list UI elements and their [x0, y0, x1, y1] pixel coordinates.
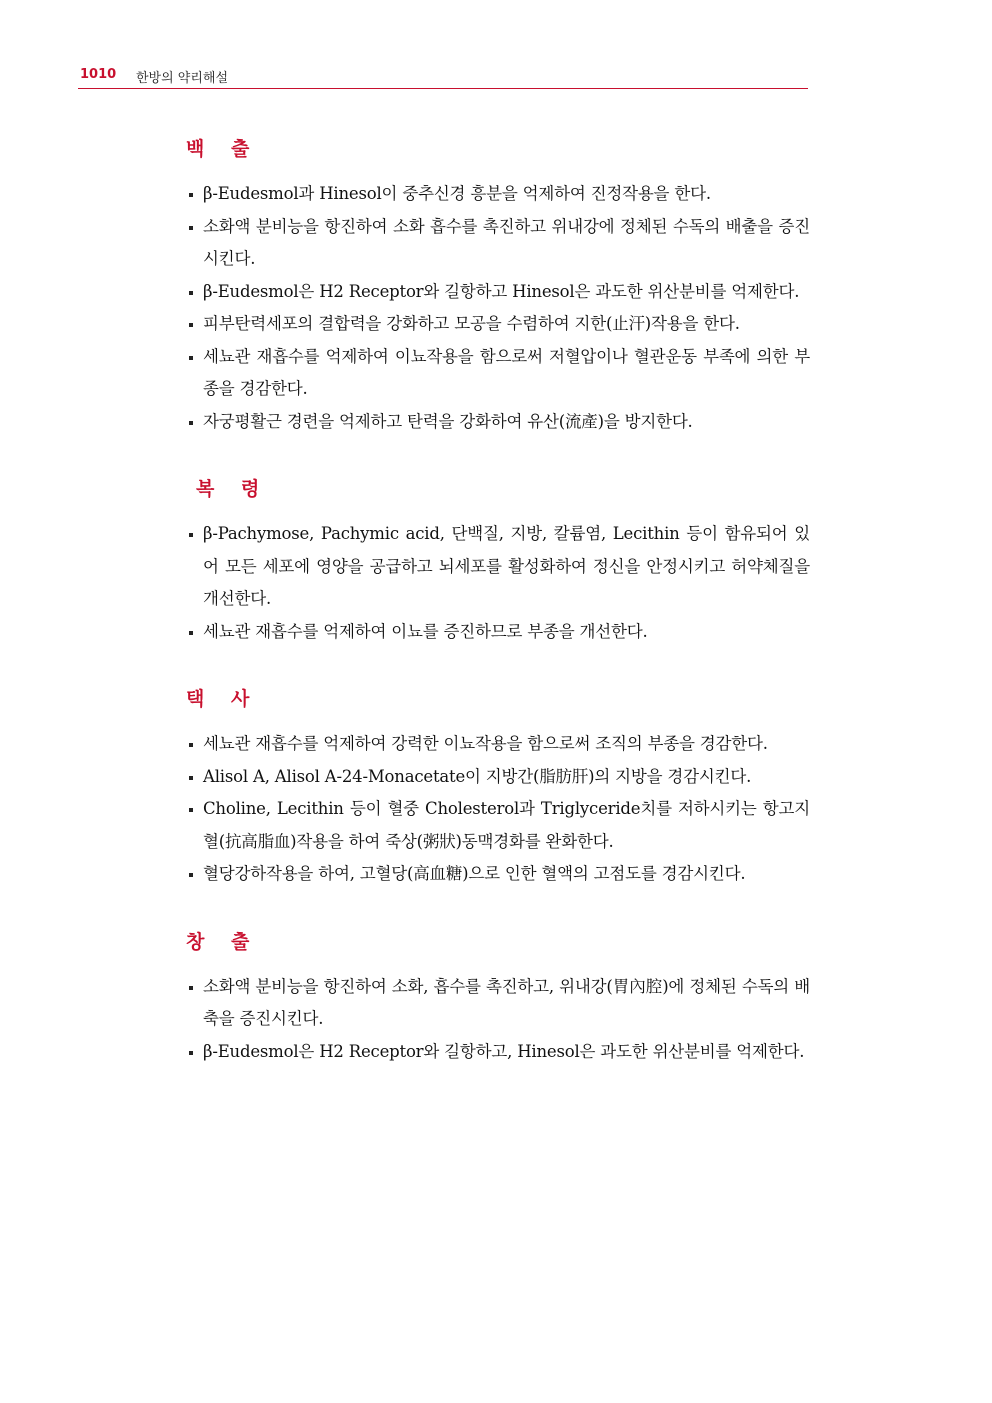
page-header — [78, 64, 808, 89]
section-taeksa — [186, 684, 810, 891]
list-item: Choline, Lecithin 등이 혈중 Cholesterol과 Triglyceride치를 저하시키는 항고지혈(抗高脂血)작용을 하여 죽상(粥狀)동맥경화를 완화한다. — [186, 793, 810, 858]
section-bokryeong — [186, 474, 810, 648]
page-number: 1010 — [80, 67, 117, 82]
list-item: β-Eudesmol은 H2 Receptor와 길항하고 Hinesol은 과도한 위산분비를 억제한다. — [186, 276, 810, 309]
list-item: Alisol A, Alisol A-24-Monacetate이 지방간(脂肪肝)의 지방을 경감시킨다. — [186, 761, 810, 794]
section-title: 택 사 — [186, 688, 260, 710]
section-changchul — [186, 927, 810, 1069]
bullet-list — [186, 728, 810, 891]
bullet-list — [186, 518, 810, 648]
section-title: 창 출 — [186, 930, 260, 953]
list-item: 소화액 분비능을 항진하여 소화 흡수를 촉진하고 위내강에 정체된 수독의 배출을 증진시킨다. — [186, 211, 810, 276]
list-item: 자궁평활근 경련을 억제하고 탄력을 강화하여 유산(流產)을 방지한다. — [186, 406, 810, 439]
list-item: β-Eudesmol은 H2 Receptor와 길항하고, Hinesol은 과도한 위산분비를 억제한다. — [186, 1036, 810, 1069]
book-title: 한방의 약리해설 — [136, 71, 229, 86]
section-baekchul — [186, 134, 810, 438]
list-item: 세뇨관 재흡수를 억제하여 이뇨를 증진하므로 부종을 개선한다. — [186, 616, 810, 649]
section-title: 복 령 — [196, 478, 270, 500]
bullet-list — [186, 971, 810, 1069]
page-content — [186, 134, 810, 1104]
list-item: 피부탄력세포의 결합력을 강화하고 모공을 수렴하여 지한(止汗)작용을 한다. — [186, 308, 810, 341]
bullet-list — [186, 178, 810, 438]
list-item: β-Eudesmol과 Hinesol이 중추신경 흥분을 억제하여 진정작용을 한다. — [186, 178, 810, 211]
list-item: 세뇨관 재흡수를 억제하여 이뇨작용을 함으로써 저혈압이나 혈관운동 부족에 의한 부종을 경감한다. — [186, 341, 810, 406]
list-item: β-Pachymose, Pachymic acid, 단백질, 지방, 칼륨염, Lecithin 등이 함유되어 있어 모든 세포에 영양을 공급하고 뇌세포를 활성화하여 정신을 안정시키고 허약체질을 개선한다. — [186, 518, 810, 616]
list-item: 세뇨관 재흡수를 억제하여 강력한 이뇨작용을 함으로써 조직의 부종을 경감한다. — [186, 728, 810, 761]
section-title: 백 출 — [186, 138, 260, 160]
list-item: 혈당강하작용을 하여, 고혈당(高血糖)으로 인한 혈액의 고점도를 경감시킨다. — [186, 858, 810, 891]
list-item: 소화액 분비능을 항진하여 소화, 흡수를 촉진하고, 위내강(胃內腔)에 정체된 수독의 배축을 증진시킨다. — [186, 971, 810, 1036]
